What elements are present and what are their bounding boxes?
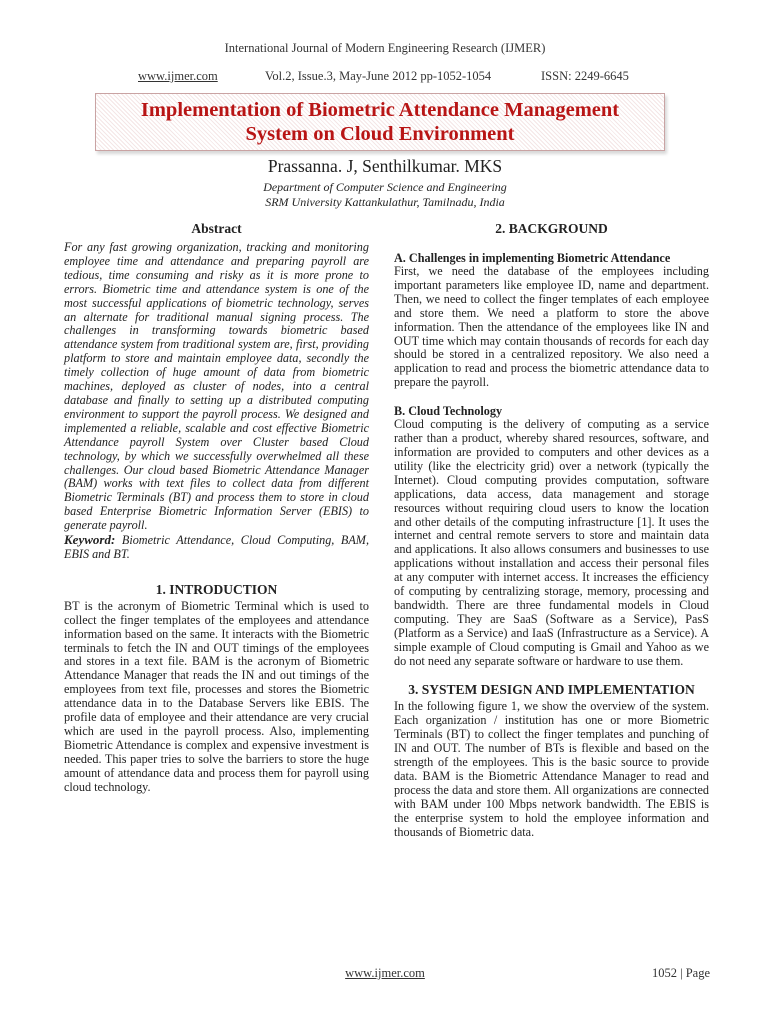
background-text-a: First, we need the database of the employees including important parameters like employee ID, name and department. Then, we need to collect the finger templates of each employee and store them. We need a platform to store the above information. Then the attendance of the employees like IN and OUT time which may contain thousands of records for each day should be stored in a centralized repository. We also need a application to read and process the biometric attendance data to prepare the payroll. <box>394 264 709 390</box>
paper-title <box>141 98 619 146</box>
abstract-text: For any fast growing organization, tracking and monitoring employee time and attendance and preparing payroll are tedious, time consuming and risky as it is more prone to errors. Biometric time and attendance system is one of the most successful applications of biometric technology, serves an alternate for traditional manual signing process. The challenges in transforming towards biometric based attendance system from traditional system are, first, providing platform to store and maintain employee data, secondly the timely collection of huge amount of data from biometric machines, deployed as cluster of nodes, into a central database and finally to setting up a distributed computing environment to support the payroll process. We designed and implemented a reliable, scalable and cost effective Biometric Attendance payroll System over Cluster based Cloud technology, by which we successfully overwhelmed all these challenges. Our cloud based Biometric Attendance Manager (BAM) works with text files to collect data from different Biometric Terminals (BT) and process them to store in cloud based Enterprise Biometric Information Server (EBIS) to generate payroll. <box>64 240 369 533</box>
keyword-text: Biometric Attendance, Cloud Computing, BAM, EBIS and BT. <box>64 533 370 561</box>
keywords <box>64 533 369 562</box>
authors: Prassanna. J, Senthilkumar. MKS <box>267 156 503 176</box>
footer-url-link[interactable]: www.ijmer.com <box>345 966 425 980</box>
title-line-2: System on Cloud Environment <box>245 123 515 145</box>
background-subheading-a: A. Challenges in implementing Biometric Attendance <box>394 251 671 265</box>
title-line-1: Implementation of Biometric Attendance Management <box>140 99 620 121</box>
background-heading: 2. BACKGROUND <box>495 221 608 236</box>
system-design-text: In the following figure 1, we show the overview of the system. Each organization / institution has one or more Biometric Terminals (BT) to collect the finger templates and punching of IN and OUT. The number of BTs is flexible and based on the strength of the employees. This is the basic source to provide data. BAM is the Biometric Attendance Manager to read and process the data and store them. All organizations are connected with BAM under 100 Mbps network bandwidth. The EBIS is the enterprise system to hold the employee information and thousands of Biometric data. <box>394 699 709 839</box>
affiliation-department: Department of Computer Science and Engineering <box>263 180 507 194</box>
affiliation-university: SRM University Kattankulathur, Tamilnadu, India <box>265 195 505 209</box>
abstract-heading: Abstract <box>191 221 242 236</box>
journal-url-link[interactable]: www.ijmer.com <box>138 69 218 83</box>
introduction-heading: 1. INTRODUCTION <box>155 581 278 597</box>
right-column <box>394 221 709 840</box>
system-design-heading: 3. SYSTEM DESIGN AND IMPLEMENTATION <box>408 682 695 698</box>
background-text-b: Cloud computing is the delivery of computing as a service rather than a product, whereby shared resources, software, and information are provided to computers and other devices as a utility (like the electricity grid) over a network (typically the Internet). Cloud computing provides computation, software applications, data access, data management and storage resources without requiring cloud users to know the location and other details of the computing infrastructure [1]. It uses the internet and central remote servers to store and maintain data and applications. It also allows consumers and businesses to use applications without installation and access their personal files at any computer with internet access. It increases the efficiency of computing by centralizing storage, memory, processing and bandwidth. There are three fundamental models in Cloud computing. They are SaaS (Software as a Service), PasS (Platform as a Service) and IaaS (Infrastructure as a Service). A simple example of Cloud computing is Gmail and Yahoo as we do not need any separate software or hardware to use them. <box>394 417 709 668</box>
background-subheading-b: B. Cloud Technology <box>394 404 503 419</box>
title-box <box>95 93 665 151</box>
issn: ISSN: 2249-6645 <box>541 69 629 83</box>
keyword-label: Keyword: <box>64 532 116 548</box>
volume-info: Vol.2, Issue.3, May-June 2012 pp-1052-1054 <box>265 69 492 83</box>
introduction-text: BT is the acronym of Biometric Terminal which is used to collect the finger templates of the employees and attendance information based on the same. It interacts with the Biometric terminals to fetch the IN and OUT timings of the employees and stores in a text file. BAM is the acronym of Biometric Attendance Manager that reads the IN and out timings of the employees from text file, processes and stores the Biometric attendance data in to the Database Servers like EBIS. The profile data of employee and their attendance are very crucial which are used in the payroll process. Also, implementing Biometric Attendance is complex and expensive investment is needed. This paper tries to solve the barriers to store the huge amount of attendance data and process them for payroll using cloud technology. <box>64 598 369 794</box>
journal-name: International Journal of Modern Engineering Research (IJMER) <box>224 41 546 55</box>
left-column <box>64 221 369 795</box>
page-number: 1052 | Page <box>651 966 710 980</box>
